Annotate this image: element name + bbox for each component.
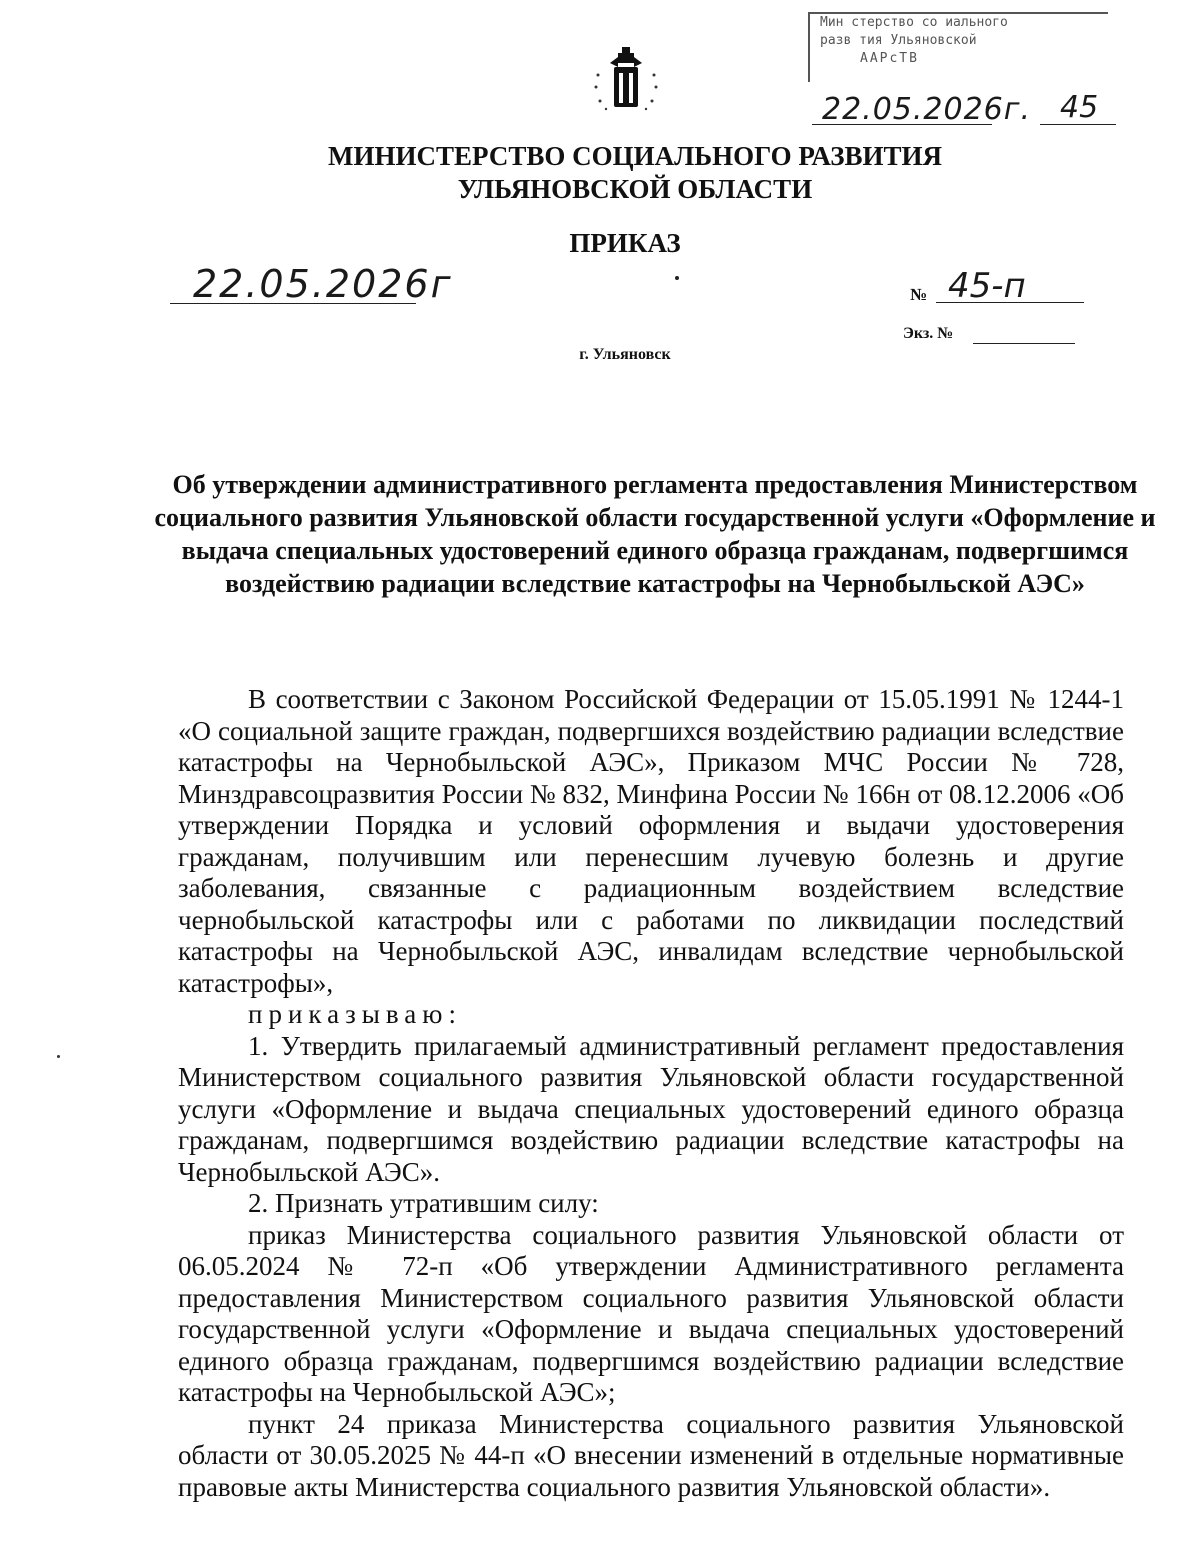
stamp-number: 45 [1060, 90, 1099, 125]
ministry-name [0, 140, 1200, 206]
order-word: приказываю: [248, 999, 462, 1029]
item-2a-paragraph: приказ Министерства социального развития Ульяновской области от 06.05.2024 № 72-п «Об утверждении Административного регламента предоставления Министерством социального развития Ульяновской области государственной услуги «Оформление и выдача специальных удостоверений единого образца гражданам, подвергшимся воздействию радиации вследствие катастрофы на Чернобыльской АЭС»; [178, 1219, 1124, 1407]
order-number-underline [936, 302, 1084, 303]
copy-number-label: Экз. № [903, 325, 954, 342]
stamp-line-2: разв тия Ульяновской [820, 33, 977, 48]
margin-dot [57, 1055, 60, 1058]
copy-number-underline [973, 343, 1075, 344]
doc-type: ПРИКАЗ [569, 228, 681, 258]
coat-of-arms-icon [588, 45, 664, 115]
order-date: 22.05.2026г [193, 262, 453, 306]
city: г. Ульяновск [579, 346, 671, 363]
order-subject: Об утверждении административного регламента предоставления Министерством социального развития Ульяновской области государственной услуги «Оформление и выдача специальных удостоверений единого образца гражданам, подвергшимся воздействию радиации вследствие катастрофы на Чернобыльской АЭС» [154, 470, 1156, 598]
order-body [178, 684, 1124, 1503]
stamp-date-underline [812, 124, 992, 125]
stamp-line-3: ААРсТВ [860, 51, 919, 66]
item-2b-paragraph: пункт 24 приказа Министерства социального развития Ульяновской области от 30.05.2025 № 44-п «О внесении изменений в отдельные нормативные правовые акты Министерства социального развития Ульяновской области». [178, 1408, 1124, 1502]
stamp-line-1: Мин стерство со иального [820, 15, 1008, 30]
order-date-underline [170, 303, 416, 304]
dot-mark [675, 276, 679, 280]
registration-stamp [808, 12, 1108, 82]
number-label: № [910, 285, 928, 304]
ministry-line-2: УЛЬЯНОВСКОЙ ОБЛАСТИ [457, 174, 813, 204]
preamble-paragraph: В соответствии с Законом Российской Федерации от 15.05.1991 № 1244-1 «О социальной защите граждан, подвергшихся воздействию радиации вследствие катастрофы на Чернобыльской АЭС», Приказом МЧС России № 728, Минздравсоцразвития России № 832, Минфина России № 166н от 08.12.2006 «Об утверждении Порядка и условий оформления и выдачи удостоверения гражданам, получившим или перенесшим лучевую болезнь и другие заболевания, связанные с радиационным воздействием вследствие чернобыльской катастрофы или с работами по ликвидации последствий катастрофы на Чернобыльской АЭС, инвалидам вследствие чернобыльской катастрофы», [178, 684, 1124, 998]
stamp-number-underline [1040, 124, 1116, 125]
item-1-paragraph: 1. Утвердить прилагаемый административный регламент предоставления Министерством социального развития Ульяновской области государственной услуги «Оформление и выдача специальных удостоверений единого образца гражданам, подвергшимся воздействию радиации вследствие катастрофы на Чернобыльской АЭС». [178, 1030, 1124, 1187]
ministry-line-1: МИНИСТЕРСТВО СОЦИАЛЬНОГО РАЗВИТИЯ [328, 141, 942, 171]
item-2-paragraph: 2. Признать утратившим силу: [248, 1188, 599, 1218]
stamp-date: 22.05.2026г. [822, 92, 1032, 127]
order-number: 45-п [948, 266, 1026, 306]
